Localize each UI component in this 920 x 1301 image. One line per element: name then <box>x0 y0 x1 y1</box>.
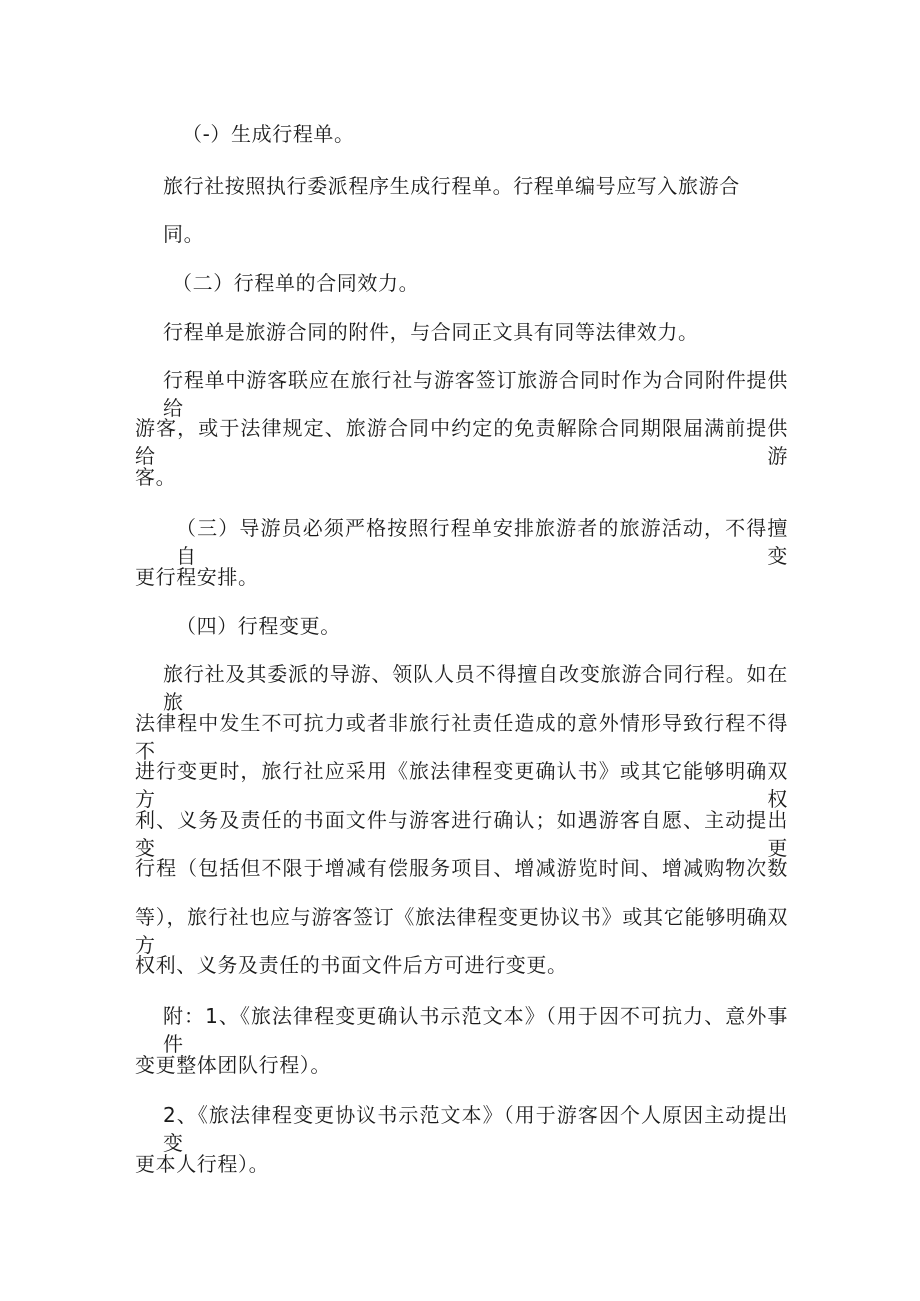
paragraph-line: 行程（包括但不限于增减有偿服务项目、增减游览时间、增减购物次数 <box>135 856 788 880</box>
appendix-line: 附：1、《旅法律程变更确认书示范文本》（用于因不可抗力、意外事件 <box>163 1004 788 1056</box>
paragraph-line: 权利、义务及责任的书面文件后方可进行变更。 <box>135 953 568 977</box>
heading-4: （四）行程变更。 <box>176 614 341 638</box>
heading-2: （二）行程单的合同效力。 <box>172 271 420 295</box>
paragraph-line: 更行程安排。 <box>135 565 259 589</box>
paragraph-line: 旅行社按照执行委派程序生成行程单。行程单编号应写入旅游合 <box>163 174 740 198</box>
paragraph-line: 游客，或于法律规定、旅游合同中约定的免责解除合同期限届满前提供给游 <box>135 416 788 468</box>
paragraph-line: 客。 <box>135 465 177 489</box>
paragraph-line: 进行变更时，旅行社应采用《旅法律程变更确认书》或其它能够明确双方权 <box>135 759 788 811</box>
paragraph-line: 法律程中发生不可抗力或者非旅行社责任造成的意外情形导致行程不得不 <box>135 711 788 763</box>
paragraph-line: 旅行社及其委派的导游、领队人员不得擅自改变旅游合同行程。如在旅 <box>163 662 788 714</box>
paragraph-line: 等），旅行社也应与游客签订《旅法律程变更协议书》或其它能够明确双方 <box>135 905 788 957</box>
heading-1: （-）生成行程单。 <box>182 122 355 146</box>
appendix-line: 2、《旅法律程变更协议书示范文本》（用于游客因个人原因主动提出变 <box>163 1103 788 1155</box>
paragraph-line: 同。 <box>163 222 205 246</box>
appendix-line: 变更整体团队行程）。 <box>135 1053 331 1077</box>
paragraph-line: 利、义务及责任的书面文件与游客进行确认；如遇游客自愿、主动提出变更 <box>135 808 788 860</box>
paragraph-line: 行程单中游客联应在旅行社与游客签订旅游合同时作为合同附件提供给 <box>163 368 788 420</box>
heading-3: （三）导游员必须严格按照行程单安排旅游者的旅游活动，不得擅自变 <box>176 516 788 568</box>
appendix-line: 更本人行程）。 <box>135 1152 270 1176</box>
paragraph-line: 行程单是旅游合同的附件，与合同正文具有同等法律效力。 <box>163 320 699 344</box>
